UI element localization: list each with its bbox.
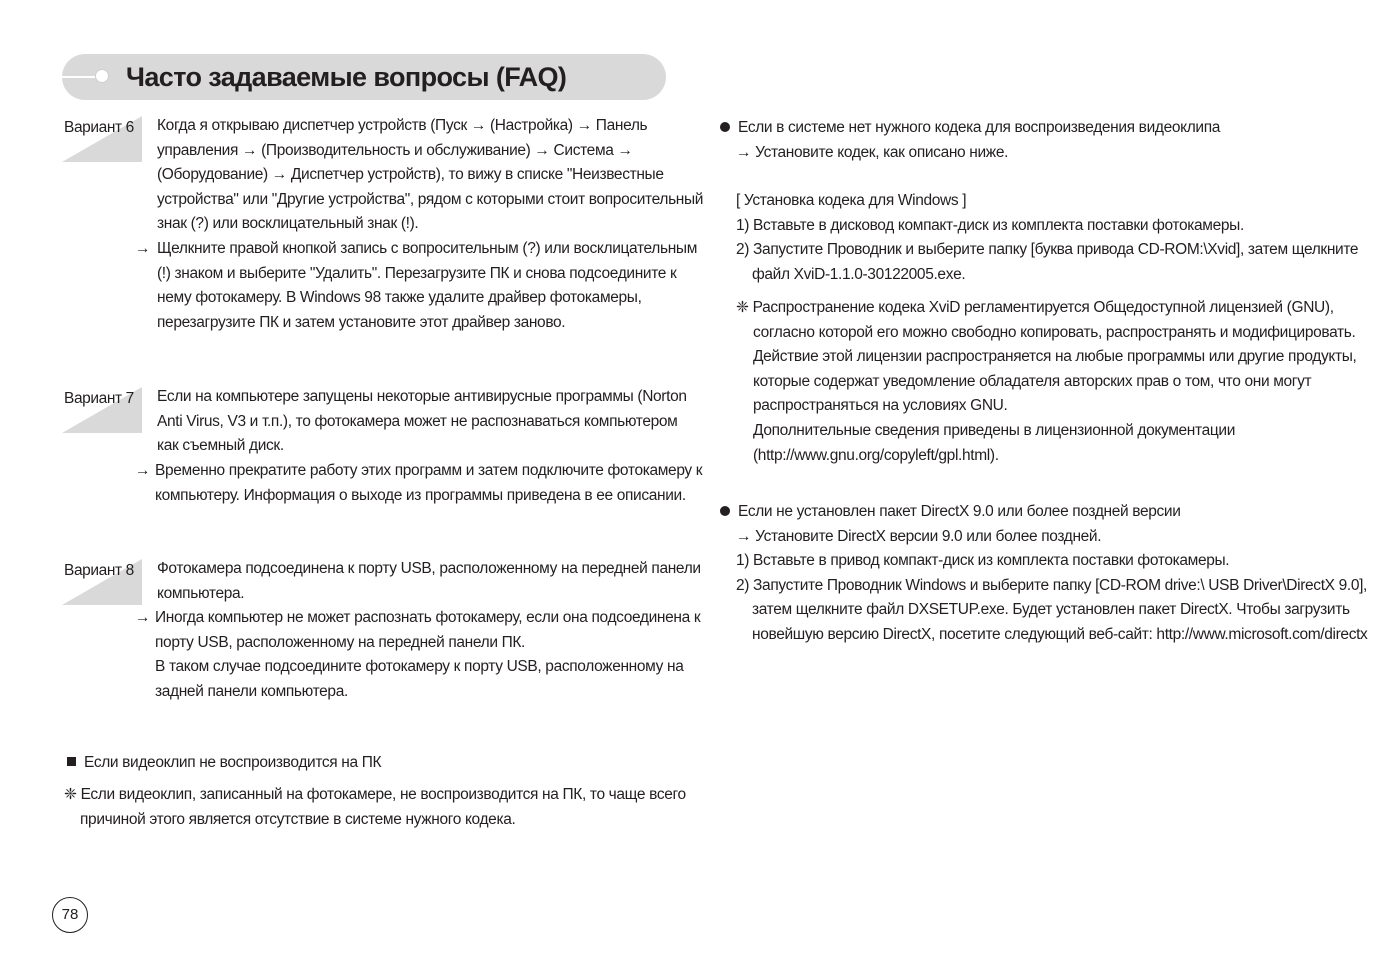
- text-line: Если видеоклип не воспроизводится на ПК: [84, 754, 382, 771]
- text-line: → Установите DirectX версии 9.0 или более поздней.: [736, 527, 1102, 545]
- variant-6-solution: [135, 237, 697, 335]
- text-line: причиной этого является отсутствие в системе нужного кодека.: [80, 810, 516, 828]
- text-line: задней панели компьютера.: [155, 682, 348, 700]
- text-line: → Установите кодек, как описано ниже.: [736, 143, 1009, 161]
- text-line: порту USB, расположенному на передней панели ПК.: [155, 633, 526, 651]
- text-line: (!) знаком и выберите "Удалить". Перезагрузите ПК и снова подсоедините к: [157, 264, 677, 282]
- text-line: В таком случае подсоедините фотокамеру к порту USB, расположенному на: [155, 658, 684, 676]
- variant-7-solution: [135, 459, 702, 508]
- text-line: Щелкните правой кнопкой запись с вопросительным (?) или восклицательным: [157, 240, 698, 257]
- text-line: новейшую версию DirectX, посетите следующий веб-сайт: http://www.microsoft.com/directx: [752, 625, 1368, 643]
- page-number: 78: [52, 897, 88, 933]
- text-line: нему фотокамеру. В Windows 98 также удалите драйвер фотокамеры,: [157, 289, 642, 307]
- variant-8-problem: [157, 557, 701, 606]
- page-title: Часто задаваемые вопросы (FAQ): [126, 62, 567, 92]
- text-line: Действие этой лицензии распространяется на любые программы или другие продукты,: [753, 348, 1357, 366]
- text-line: 1) Вставьте в дисковод компакт-диск из комплекта поставки фотокамеры.: [736, 216, 1244, 234]
- text-line: Если в системе нет нужного кодека для воспроизведения видеоклипа: [738, 119, 1221, 136]
- video-note: [64, 783, 686, 832]
- variant-6-problem: [157, 114, 703, 237]
- install-heading: [ Установка кодека для Windows ]: [736, 192, 967, 209]
- codec-section: [720, 116, 1220, 165]
- codec-install: [736, 189, 1358, 287]
- text-line: Если на компьютере запущены некоторые антивирусные программы (Norton: [157, 388, 687, 405]
- directx-section: [720, 500, 1367, 648]
- arrow-icon: →: [135, 462, 151, 479]
- text-line: управления → (Производительность и обслуживание) → Система →: [157, 141, 633, 159]
- text-line: компьютеру. Информация о выходе из программы приведена в ее описании.: [155, 486, 686, 504]
- text-line: файл XviD-1.1.0-30122005.exe.: [752, 265, 966, 283]
- text-line: Дополнительные сведения приведены в лицензионной документации: [753, 421, 1235, 439]
- variant-6-tag: [62, 116, 142, 162]
- text-line: 2) Запустите Проводник и выберите папку [буква привода CD-ROM:\Xvid], затем щелкните: [736, 241, 1359, 259]
- text-line: Фотокамера подсоединена к порту USB, расположенному на передней панели: [157, 560, 701, 577]
- variant-6-label: Вариант 6: [64, 119, 134, 136]
- text-line: 2) Запустите Проводник Windows и выберите папку [CD-ROM drive:\ USB Driver\DirectX 9.0],: [736, 576, 1368, 594]
- text-line: Если не установлен пакет DirectX 9.0 или более поздней версии: [738, 503, 1181, 520]
- text-line: ❈ Если видеоклип, записанный на фотокамере, не воспроизводится на ПК, то чаще всего: [64, 786, 686, 803]
- variant-8-solution: [135, 606, 700, 704]
- text-line: Anti Virus, V3 и т.п.), то фотокамера может не распознаваться компьютером: [157, 412, 678, 430]
- header-dot-decoration: [96, 70, 108, 82]
- text-line: компьютера.: [157, 584, 245, 602]
- text-line: Временно прекратите работу этих программ и затем подключите фотокамеру к: [155, 462, 703, 479]
- codec-license-note: [736, 296, 1356, 468]
- text-line: (Оборудование) → Диспетчер устройств), то вижу в списке "Неизвестные: [157, 166, 664, 184]
- text-line: распространяться на условиях GNU.: [753, 397, 1008, 415]
- text-line: Когда я открываю диспетчер устройств (Пуск → (Настройка) → Панель: [157, 117, 648, 134]
- text-line: Иногда компьютер не может распознать фотокамеру, если она подсоединена к: [155, 609, 701, 626]
- bullet-icon: [720, 506, 730, 516]
- variant-7-problem: [157, 385, 687, 459]
- text-line: перезагрузите ПК и затем установите этот драйвер заново.: [157, 313, 566, 331]
- square-bullet-icon: [67, 757, 76, 766]
- variant-8-tag: [62, 559, 142, 605]
- variant-7-tag: [62, 387, 142, 433]
- text-line: согласно которой его можно свободно копировать, распространять и модифицировать.: [753, 323, 1356, 341]
- text-line: 1) Вставьте в привод компакт-диск из комплекта поставки фотокамеры.: [736, 552, 1230, 570]
- text-line: (http://www.gnu.org/copyleft/gpl.html).: [753, 446, 999, 464]
- text-line: знак (?) или восклицательный знак (!).: [157, 215, 419, 233]
- variant-8-label: Вариант 8: [64, 562, 134, 579]
- video-heading: [67, 751, 381, 776]
- arrow-icon: →: [135, 240, 151, 257]
- header-line-decoration: [62, 76, 98, 78]
- text-line: устройства" или "Другие устройства", рядом с которыми стоит вопросительный: [157, 190, 704, 208]
- text-line: затем щелкните файл DXSETUP.exe. Будет установлен пакет DirectX. Чтобы загрузить: [752, 601, 1350, 619]
- text-line: как съемный диск.: [157, 437, 284, 455]
- text-line: ❈ Распространение кодека XviD регламентируется Общедоступной лицензией (GNU),: [736, 299, 1334, 316]
- text-line: которые содержат уведомление обладателя авторских прав о том, что они могут: [753, 372, 1312, 390]
- arrow-icon: →: [135, 609, 151, 626]
- bullet-icon: [720, 122, 730, 132]
- variant-7-label: Вариант 7: [64, 390, 134, 407]
